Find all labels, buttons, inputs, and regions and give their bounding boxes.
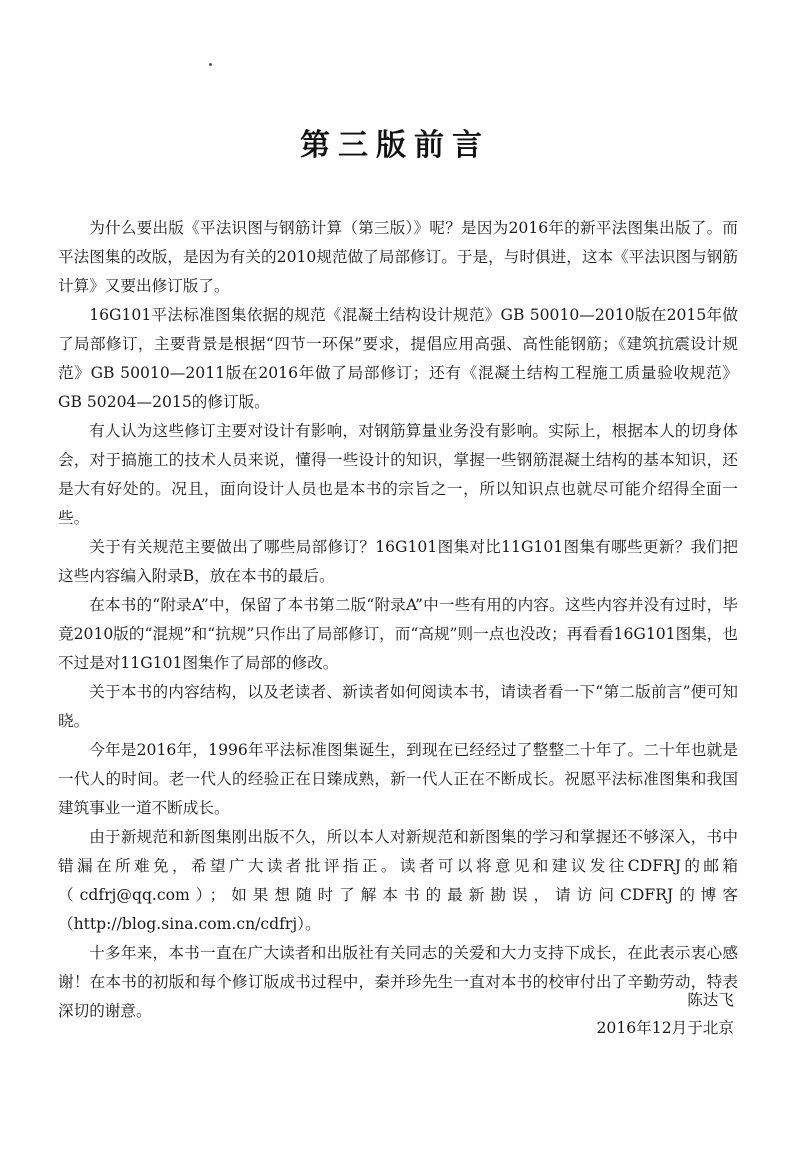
paragraph-9: 十多年来，本书一直在广大读者和出版社有关同志的关爱和大力支持下成长，在此表示衷心感谢！在本书的初版和每个修订版成书过程中，秦并珍先生一直对本书的校审付出了辛勤劳动，特表深切的谢意。 (58, 944, 738, 1020)
scan-speck (209, 63, 212, 66)
paragraph-3: 有人认为这些修订主要对设计有影响，对钢筋算量业务没有影响。实际上，根据本人的切身体会，对于搞施工的技术人员来说，懂得一些设计的知识，掌握一些钢筋混凝土结构的基本知识，还是大有好处的。况且，面向设计人员也是本书的宗旨之一，所以知识点也就尽可能介绍得全面一些。 (58, 422, 738, 527)
paragraph-6: 关于本书的内容结构，以及老读者、新读者如何阅读本书，请读者看一下“第二版前言”便可知晓。 (58, 683, 738, 730)
paragraph-5: 在本书的“附录A”中，保留了本书第二版“附录A”中一些有用的内容。这些内容并没有过时，毕竟2010版的“混规”和“抗规”只作出了局部修订，而“高规”则一点也没改；再看看16G101图集，也不过是对11G101图集作了局部的修改。 (58, 596, 738, 672)
paragraph-2: 16G101平法标准图集依据的规范《混凝土结构设计规范》GB 50010—2010版在2015年做了局部修订，主要背景是根据“四节一环保”要求，提倡应用高强、高性能钢筋；《建筑抗震设计规范》GB 50010—2011版在2016年做了局部修订；还有《混凝土结构工程施工质量验收规范》GB 50204—2015的修订版。 (58, 306, 738, 411)
paragraph-1: 为什么要出版《平法识图与钢筋计算（第三版）》呢？是因为2016年的新平法图集出版了。而平法图集的改版，是因为有关的2010规范做了局部修订。于是，与时俱进，这本《平法识图与钢筋计算》又要出修订版了。 (58, 219, 738, 295)
page-title: 第三版前言 (300, 128, 490, 163)
author-name: 陈达飞 (687, 991, 734, 1009)
preface-body (58, 214, 738, 1026)
paragraph-8: 由于新规范和新图集刚出版不久，所以本人对新规范和新图集的学习和掌握还不够深入，书中错漏在所难免，希望广大读者批评指正。读者可以将意见和建议发往CDFRJ的邮箱（cdfrj@qq.com）；如果想随时了解本书的最新勘误，请访问CDFRJ的博客（http://blog.sina.com.cn/cdfrj）。 (58, 828, 738, 933)
paragraph-7: 今年是2016年，1996年平法标准图集诞生，到现在已经经过了整整二十年了。二十年也就是一代人的时间。老一代人的经验正在日臻成熟，新一代人正在不断成长。祝愿平法标准图集和我国建筑事业一道不断成长。 (58, 741, 738, 817)
paragraph-4: 关于有关规范主要做出了哪些局部修订？16G101图集对比11G101图集有哪些更新？我们把这些内容编入附录B，放在本书的最后。 (58, 538, 738, 585)
signature-date-place: 2016年12月于北京 (596, 1019, 734, 1037)
signature-block (597, 986, 735, 1042)
